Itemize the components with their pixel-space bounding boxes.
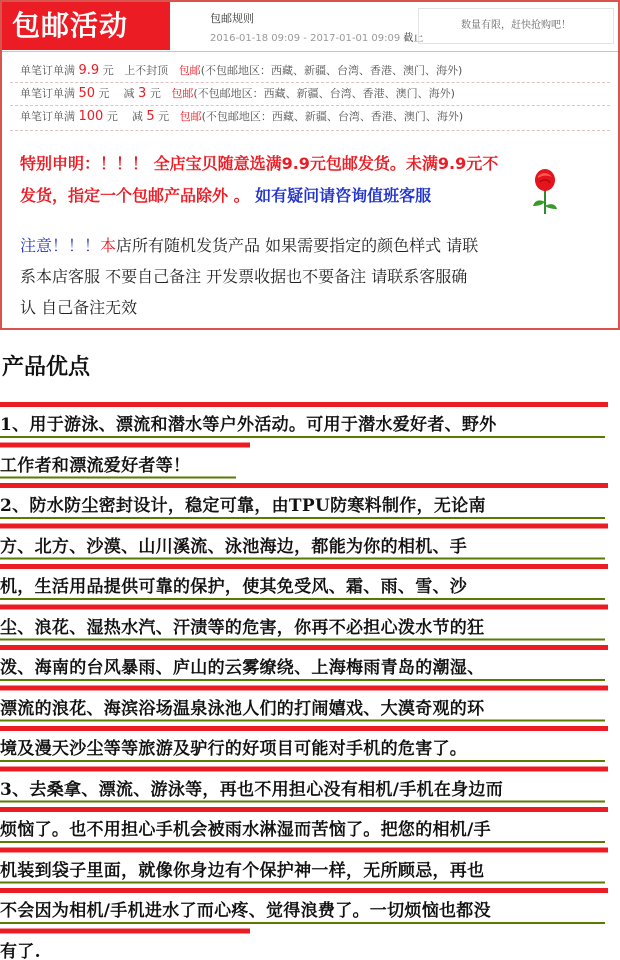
green-underline	[0, 558, 605, 560]
tier-prefix: 单笔订单满	[20, 64, 75, 77]
red-highlight-bar	[0, 929, 250, 934]
special-notice-line1: 特别申明：！！！ 全店宝贝随意选满9.9元包邮发货。未满9.9元不	[20, 154, 499, 173]
green-underline	[0, 720, 605, 722]
tier-amount: 9.9	[78, 63, 100, 78]
advantage-line: 泼、海南的台风暴雨、庐山的云雾缭绕、上海梅雨青岛的潮湿、	[0, 658, 485, 678]
advantage-line: 方、北方、沙漠、山川溪流、泳池海边，都能为你的相机、手	[0, 536, 468, 557]
tier-shipping: 包邮	[179, 110, 202, 123]
tier-unit: 元	[98, 87, 110, 100]
green-underline	[0, 598, 605, 600]
attention-text: 店所有随机发货产品 如果需要指定的颜色样式 请联	[116, 236, 479, 255]
attention-line3: 认 自己备注无效	[20, 298, 138, 317]
attention-prefix: 注意！！！	[20, 236, 101, 255]
red-highlight-bar	[0, 605, 608, 610]
advantage-line: 不会因为相机/手机进水了而心疼、觉得浪费了。一切烦恼也都没	[0, 901, 491, 921]
tier-unit: 元	[106, 110, 118, 123]
rules-date-suffix: 截止	[403, 33, 424, 44]
limited-stock-notice: 数量有限，赶快抢购吧！	[418, 8, 614, 44]
tier-regions: (不包邮地区：西藏、新疆、台湾、香港、澳门、海外)	[193, 87, 455, 100]
red-highlight-bar	[0, 686, 608, 691]
green-underline	[0, 679, 605, 681]
red-highlight-bar	[0, 645, 608, 650]
green-underline	[0, 760, 605, 762]
advantage-line: 有了.	[0, 941, 41, 960]
advantage-line: 尘、浪花、湿热水汽、汗渍等的危害，你再不必担心泼水节的狂	[0, 617, 485, 638]
advantage-line: 境及漫天沙尘等等旅游及驴行的好项目可能对手机的危害了。	[0, 739, 468, 759]
red-highlight-bar	[0, 888, 608, 893]
green-underline	[0, 882, 605, 884]
tier-discount: 5	[146, 109, 155, 124]
green-underline	[0, 841, 605, 843]
advantage-line: 工作者和漂流爱好者等！	[0, 455, 191, 476]
tier-regions: (不包邮地区：西藏、新疆、台湾、香港、澳门、海外)	[201, 110, 464, 123]
tier-amount: 50	[78, 86, 96, 101]
green-underline	[0, 922, 605, 924]
advantage-line: 机装到袋子里面，就像你身边有个保护神一样，无所顾忌，再也	[0, 860, 485, 881]
tier-regions: (不包邮地区：西藏、新疆、台湾、香港、澳门、海外)	[200, 64, 463, 77]
tier-prefix: 单笔订单满	[20, 87, 75, 100]
attention-line2: 系本店客服 不要自己备注 开发票收据也不要备注 请联系客服确	[20, 267, 468, 286]
red-highlight-bar	[0, 767, 608, 772]
rules-date-range: 2016-01-18 09:09 - 2017-01-01 09:09	[210, 33, 401, 44]
tier-discount-unit: 元	[149, 87, 161, 100]
advantage-line: 2、防水防尘密封设计，稳定可靠，由TPU防寒料制作，无论南	[0, 496, 486, 516]
green-underline	[0, 436, 605, 438]
advantage-line: 1、用于游泳、漂流和潜水等户外活动。可用于潜水爱好者、野外	[0, 415, 497, 435]
red-highlight-bar	[0, 524, 608, 529]
advantage-line: 3、去桑拿、漂流、游泳等，再也不用担心没有相机/手机在身边而	[0, 779, 504, 800]
promo-tag: 包邮活动	[2, 2, 170, 50]
green-underline	[0, 477, 236, 479]
red-highlight-bar	[0, 807, 608, 812]
section-title: 产品优点	[2, 355, 91, 380]
tier-discount-unit: 元	[158, 110, 170, 123]
tier-prefix: 单笔订单满	[20, 110, 75, 123]
advantage-line: 机，生活用品提供可靠的保护，使其免受风、霜、雨、雪、沙	[0, 577, 468, 597]
customer-service-contact: 如有疑问请咨询值班客服	[255, 186, 432, 205]
special-notice-text: 发货，指定一个包邮产品除外 。	[20, 186, 256, 205]
tier-discount: 3	[138, 86, 147, 101]
green-underline	[0, 801, 605, 803]
green-underline	[0, 517, 605, 519]
tier-unit: 元	[102, 64, 114, 77]
tier-amount: 100	[78, 109, 104, 124]
tier-middle: 减	[131, 110, 143, 123]
red-highlight-bar	[0, 483, 608, 488]
red-highlight-bar	[0, 726, 608, 731]
advantage-line: 烦恼了。也不用担心手机会被雨水淋湿而苦恼了。把您的相机/手	[0, 820, 491, 840]
tier-middle: 上不封顶	[124, 64, 169, 77]
red-highlight-bar	[0, 402, 608, 407]
red-highlight-bar	[0, 443, 250, 448]
red-highlight-bar	[0, 848, 608, 853]
red-highlight-bar	[0, 564, 608, 569]
tier-middle: 减	[123, 87, 135, 100]
rules-title: 包邮规则	[210, 12, 254, 25]
green-underline	[0, 639, 605, 641]
tier-shipping: 包邮	[178, 64, 201, 77]
attention-red-char: 本	[100, 236, 117, 255]
tier-shipping: 包邮	[171, 87, 194, 100]
advantage-line: 漂流的浪花、海滨浴场温泉泳池人们的打闹嬉戏、大漠奇观的环	[0, 698, 485, 719]
